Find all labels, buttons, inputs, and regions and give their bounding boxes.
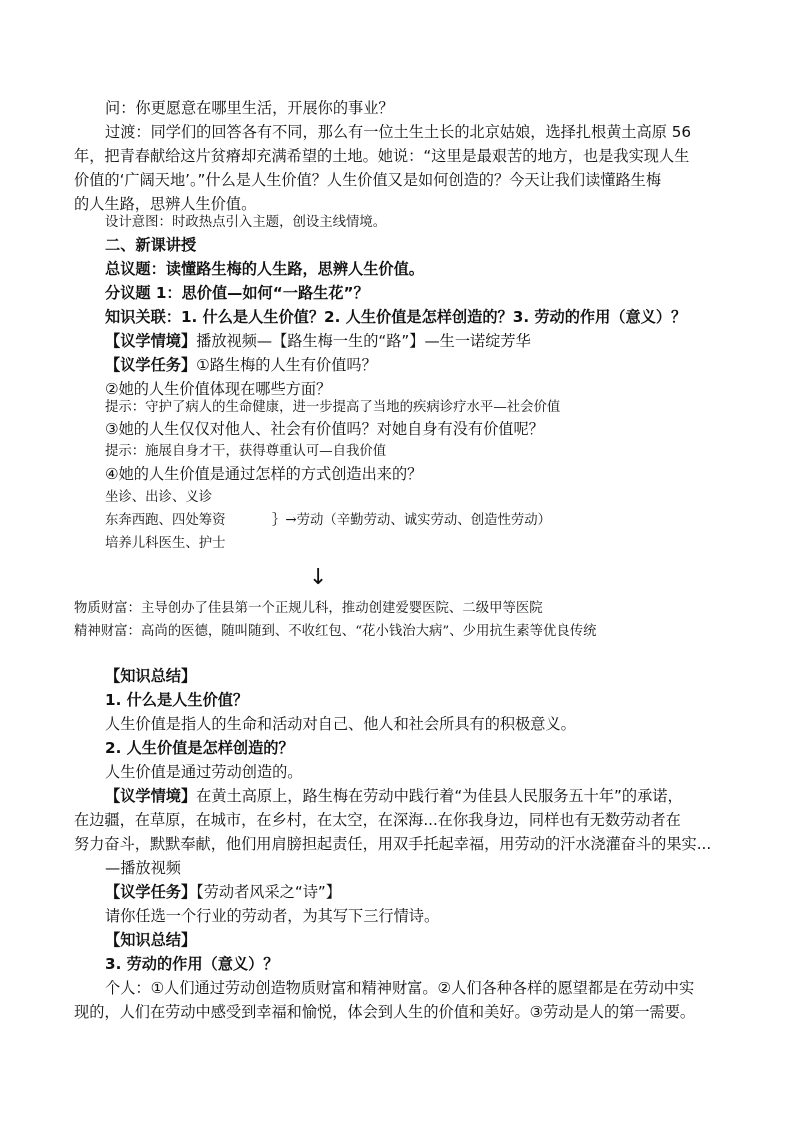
situation-2-line-4: —播放视频	[105, 859, 181, 877]
spiritual-wealth: 精神财富：高尚的医德，随叫随到、不收红包、“花小钱治大病”、少用抗生素等优良传统	[74, 624, 597, 639]
situation-2-line-3: 努力奋斗，默默奉献，他们用肩膀担起责任，用双手托起幸福，用劳动的汗水浇灌奋斗的果实...	[74, 835, 712, 853]
situation-1-text: 播放视频—【路生梅一生的“路”】—生一诺绽芳华	[196, 332, 531, 350]
summary-1-q1: 1. 什么是人生价值？	[105, 691, 249, 709]
situation-1	[105, 330, 531, 352]
task-1-hint-1: 提示：守护了病人的生命健康，进一步提高了当地的疾病诊疗水平—社会价值	[105, 400, 561, 415]
task-2-text: 请你任选一个行业的劳动者，为其写下三行情诗。	[105, 907, 440, 925]
intro-transition-line-1: 过渡：同学们的回答各有不同，那么有一位土生土长的北京姑娘，选择扎根黄土高原 56	[105, 123, 692, 141]
brace-labor: ｝→劳动（辛勤劳动、诚实劳动、创造性劳动）	[272, 513, 552, 528]
task-1-label: 【议学任务】	[105, 356, 197, 374]
task-2-title: 【劳动者风采之“诗”】	[196, 883, 341, 901]
situation-2-label: 【议学情境】	[105, 787, 197, 805]
knowledge-link: 知识关联：1. 什么是人生价值？2. 人生价值是怎样创造的？3. 劳动的作用（意义）？	[105, 308, 687, 326]
task-1-q1: ①路生梅的人生有价值吗？	[196, 356, 377, 374]
situation-2-text-1: 在黄土高原上，路生梅在劳动中践行着“为佳县人民服务五十年”的承诺，	[196, 787, 683, 805]
down-arrow: ↓	[309, 565, 328, 590]
answer-line-1: 坐诊、出诊、义诊	[105, 490, 213, 505]
design-intent: 设计意图：时政热点引入主题，创设主线情境。	[105, 215, 387, 230]
sub-topic: 分议题 1：思价值—如何“一路生花”？	[105, 284, 369, 302]
intro-question: 问：你更愿意在哪里生活，开展你的事业？	[105, 99, 394, 117]
summary-2-label: 【知识总结】	[105, 931, 197, 949]
task-2-label: 【议学任务】	[105, 883, 197, 901]
summary-1-label: 【知识总结】	[105, 667, 197, 685]
task-1-q4: ④她的人生价值是通过怎样的方式创造出来的？	[105, 465, 423, 483]
summary-1-a2: 人生价值是通过劳动创造的。	[105, 763, 303, 781]
task-1-question-1	[105, 354, 377, 376]
task-2-line	[105, 881, 341, 903]
situation-2-line-1	[105, 785, 683, 807]
summary-2-q3: 3. 劳动的作用（意义）？	[105, 955, 279, 973]
intro-transition-line-2: 年，把青春献给这片贫瘠却充满希望的土地。她说：“这里是最艰苦的地方，也是我实现人生	[74, 147, 690, 165]
intro-transition-line-4: 的人生路，思辨人生价值。	[74, 195, 257, 213]
section-heading: 二、新课讲授	[105, 236, 197, 254]
answer-line-2: 东奔西跑、四处筹资	[105, 513, 226, 528]
summary-2-line-2: 现的，人们在劳动中感受到幸福和愉悦，体会到人生的价值和美好。③劳动是人的第一需要。	[74, 1003, 696, 1021]
main-topic: 总议题：读懂路生梅的人生路，思辨人生价值。	[105, 260, 424, 278]
material-wealth: 物质财富：主导创办了佳县第一个正规儿科，推动创建爱婴医院、二级甲等医院	[74, 601, 543, 616]
intro-transition-line-3: 价值的‘广阔天地’。”什么是人生价值？人生价值又是如何创造的？今天让我们读懂路生梅	[74, 171, 662, 189]
situation-1-label: 【议学情境】	[105, 332, 197, 350]
situation-2-line-2: 在边疆，在草原，在城市，在乡村，在太空，在深海...在你我身边，同样也有无数劳动者在	[74, 811, 681, 829]
task-1-hint-2: 提示：施展自身才干，获得尊重认可—自我价值	[105, 444, 387, 459]
summary-2-line-1: 个人：①人们通过劳动创造物质财富和精神财富。②人们各种各样的愿望都是在劳动中实	[105, 979, 695, 997]
task-1-q2: ②她的人生价值体现在哪些方面？	[105, 380, 332, 398]
answer-line-3: 培养儿科医生、护士	[105, 536, 226, 551]
task-1-q3: ③她的人生仅仅对他人、社会有价值吗？对她自身有没有价值呢？	[105, 420, 544, 438]
summary-1-q2: 2. 人生价值是怎样创造的？	[105, 739, 294, 757]
summary-1-a1: 人生价值是指人的生命和活动对自己、他人和社会所具有的积极意义。	[105, 715, 576, 733]
